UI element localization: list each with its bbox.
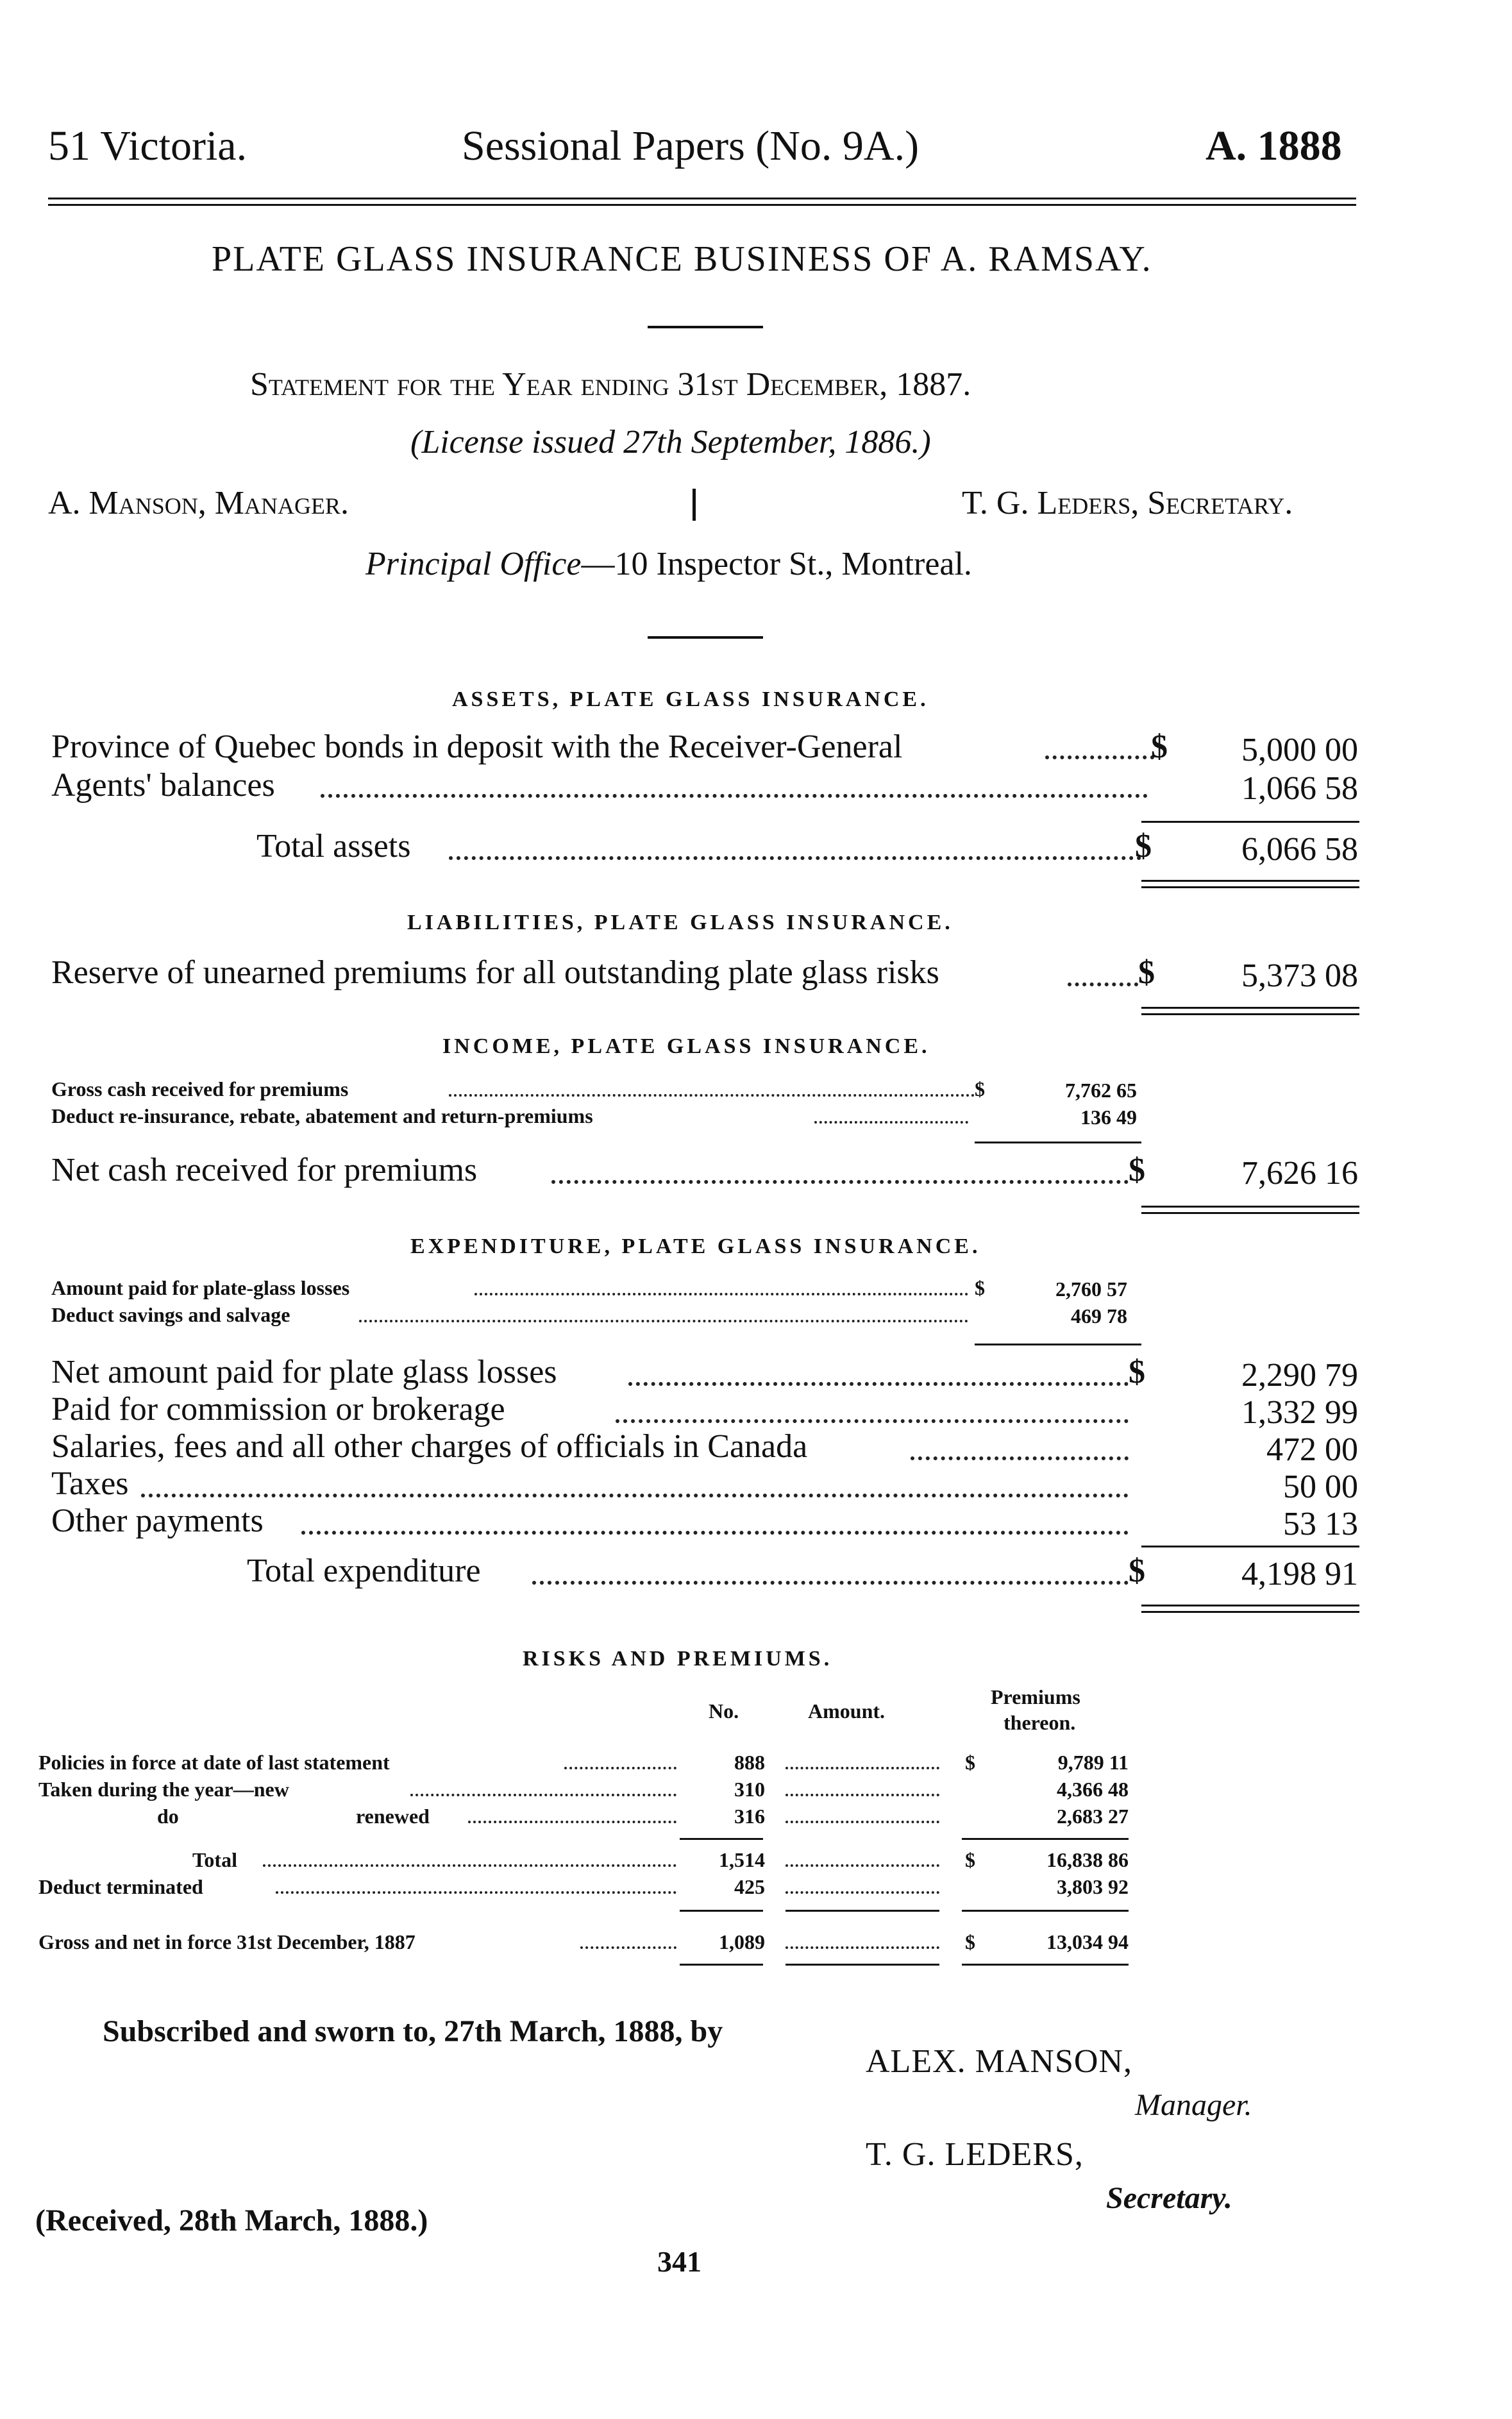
- income-row-label: Gross cash received for premiums: [51, 1077, 349, 1100]
- expenditure-row-label: Other payments: [51, 1503, 264, 1539]
- office-divider: [648, 636, 763, 639]
- column-header-premiums-sub: thereon.: [1004, 1711, 1076, 1734]
- signature-name-secretary: T. G. LEDERS,: [866, 2136, 1084, 2173]
- no-total-rule: [680, 1964, 763, 1966]
- total-rule-1: [1141, 1206, 1359, 1208]
- leader: [410, 1794, 676, 1796]
- column-header-premiums: Premiums: [991, 1685, 1080, 1708]
- document-title: PLATE GLASS INSURANCE BUSINESS OF A. RAMSAY.: [212, 239, 1152, 279]
- name-separator: [693, 489, 696, 521]
- liabilities-heading: LIABILITIES, PLATE GLASS INSURANCE.: [407, 911, 953, 934]
- expenditure-row-label: Net amount paid for plate glass losses: [51, 1354, 557, 1390]
- page-number: 341: [657, 2245, 701, 2278]
- total-rule-2: [1141, 1611, 1359, 1613]
- liabilities-value: 5,373 08: [1241, 957, 1358, 994]
- signature-name-manager: ALEX. MANSON,: [866, 2043, 1132, 2080]
- leader: [276, 1891, 676, 1894]
- amount-sum-rule: [785, 1910, 939, 1912]
- leader: [449, 856, 1141, 860]
- risks-row-no: 1,514: [719, 1848, 765, 1871]
- expenditure-row-value: 2,290 79: [1241, 1357, 1358, 1394]
- total-rule-2: [1141, 886, 1359, 888]
- risks-row-no: 316: [734, 1805, 765, 1828]
- dollar-sign: $: [1129, 1152, 1145, 1188]
- amount-total-rule: [785, 1964, 939, 1966]
- assets-row-label: Province of Quebec bonds in deposit with the Receiver-General: [51, 729, 903, 765]
- amount-leader: [785, 1767, 939, 1769]
- assets-row-label: Agents' balances: [51, 767, 275, 804]
- office-label: Principal Office: [365, 546, 582, 582]
- risks-row-label: renewed: [356, 1805, 430, 1828]
- total-rule-1: [1141, 1007, 1359, 1009]
- office-address: —10 Inspector St., Montreal.: [581, 546, 972, 582]
- risks-row-premium: 3,803 92: [1057, 1875, 1129, 1898]
- leader: [301, 1531, 1129, 1535]
- no-sum-rule: [680, 1910, 763, 1912]
- manager-line: A. Manson, Manager.: [48, 485, 349, 521]
- assets-total-value: 6,066 58: [1241, 831, 1358, 868]
- expenditure-sub-label: Amount paid for plate-glass losses: [51, 1276, 350, 1299]
- leader: [814, 1121, 968, 1124]
- header-rule-top: [48, 198, 1356, 199]
- leader: [1068, 982, 1138, 986]
- signature-role-secretary: Secretary.: [1106, 2181, 1232, 2215]
- expenditure-sub-label: Deduct savings and salvage: [51, 1303, 290, 1326]
- expenditure-row-label: Taxes: [51, 1465, 129, 1502]
- column-header-no: No.: [709, 1699, 739, 1723]
- risks-row-ditto: do: [157, 1805, 179, 1828]
- risks-row-premium: 13,034 94: [1046, 1930, 1129, 1953]
- risks-row-label: Policies in force at date of last statement: [38, 1751, 390, 1774]
- leader: [532, 1581, 1129, 1585]
- risks-row-no: 888: [734, 1751, 765, 1774]
- risks-row-no: 310: [734, 1778, 765, 1801]
- sworn-statement: Subscribed and sworn to, 27th March, 1888, by: [103, 2014, 723, 2048]
- received-date: (Received, 28th March, 1888.): [35, 2204, 428, 2238]
- expenditure-row-value: 50 00: [1283, 1469, 1358, 1505]
- risks-row-no: 425: [734, 1875, 765, 1898]
- income-row-value: 7,762 65: [1065, 1079, 1137, 1102]
- leader: [321, 794, 1148, 798]
- leader: [141, 1494, 1129, 1497]
- liabilities-label: Reserve of unearned premiums for all outstanding plate glass risks: [51, 954, 939, 991]
- expenditure-sub-value: 2,760 57: [1055, 1277, 1127, 1301]
- sum-rule: [1141, 1546, 1359, 1547]
- risks-row-premium: 4,366 48: [1057, 1778, 1129, 1801]
- office-line: [365, 545, 972, 583]
- amount-leader: [785, 1794, 939, 1796]
- amount-leader: [785, 1946, 939, 1949]
- expenditure-sub-value: 469 78: [1071, 1304, 1127, 1328]
- no-sum-rule: [680, 1838, 763, 1840]
- amount-leader: [785, 1891, 939, 1894]
- dollar-sign: $: [965, 1848, 975, 1871]
- risks-heading: RISKS AND PREMIUMS.: [523, 1647, 833, 1671]
- dollar-sign: $: [1151, 729, 1168, 765]
- dollar-sign: $: [975, 1077, 985, 1100]
- title-divider: [648, 326, 763, 328]
- leader: [580, 1946, 676, 1949]
- assets-row-value: 1,066 58: [1241, 770, 1358, 807]
- sub-rule: [975, 1142, 1141, 1143]
- expenditure-row-value: 1,332 99: [1241, 1394, 1358, 1431]
- income-row-value: 136 49: [1080, 1106, 1137, 1129]
- dollar-sign: $: [965, 1751, 975, 1774]
- sum-rule: [1141, 821, 1359, 823]
- dollar-sign: $: [1129, 1354, 1145, 1390]
- expenditure-row-label: Salaries, fees and all other charges of officials in Canada: [51, 1428, 808, 1465]
- license-line: (License issued 27th September, 1886.): [410, 424, 931, 460]
- leader: [551, 1180, 1129, 1184]
- sub-rule: [975, 1344, 1141, 1345]
- secretary-line: T. G. Leders, Secretary.: [962, 485, 1293, 521]
- header-left: 51 Victoria.: [48, 122, 248, 169]
- total-rule-2: [1141, 1212, 1359, 1214]
- expenditure-heading: EXPENDITURE, PLATE GLASS INSURANCE.: [410, 1235, 981, 1258]
- dollar-sign: $: [1129, 1553, 1145, 1589]
- premium-sum-rule: [962, 1838, 1129, 1840]
- dollar-sign: $: [1135, 828, 1152, 864]
- column-header-amount: Amount.: [808, 1699, 886, 1723]
- income-net-value: 7,626 16: [1241, 1155, 1358, 1192]
- header-rule-bottom: [48, 204, 1356, 206]
- dollar-sign: $: [975, 1276, 985, 1299]
- leader: [359, 1320, 968, 1322]
- risks-row-premium: 2,683 27: [1057, 1805, 1129, 1828]
- expenditure-total-label: Total expenditure: [247, 1553, 481, 1589]
- income-heading: INCOME, PLATE GLASS INSURANCE.: [442, 1034, 930, 1058]
- leader: [1045, 755, 1154, 759]
- risks-row-label: Deduct terminated: [38, 1875, 203, 1898]
- leader: [468, 1821, 676, 1823]
- risks-row-label: Gross and net in force 31st December, 1887: [38, 1930, 416, 1953]
- premium-total-rule: [962, 1964, 1129, 1966]
- leader: [616, 1419, 1129, 1423]
- header-right: A. 1888: [1205, 122, 1342, 169]
- total-rule-2: [1141, 1013, 1359, 1015]
- expenditure-row-label: Paid for commission or brokerage: [51, 1391, 505, 1428]
- leader: [263, 1864, 676, 1867]
- leader: [449, 1094, 975, 1097]
- income-row-label: Deduct re-insurance, rebate, abatement and return-premiums: [51, 1104, 593, 1127]
- header-center: Sessional Papers (No. 9A.): [462, 122, 920, 169]
- leader: [911, 1456, 1129, 1460]
- risks-row-premium: 9,789 11: [1057, 1751, 1129, 1774]
- risks-row-label: Total: [192, 1848, 237, 1871]
- leader: [475, 1293, 968, 1295]
- expenditure-total-value: 4,198 91: [1241, 1556, 1358, 1592]
- assets-row-value: 5,000 00: [1241, 732, 1358, 768]
- assets-total-label: Total assets: [256, 828, 411, 864]
- dollar-sign: $: [965, 1930, 975, 1953]
- leader: [564, 1767, 676, 1769]
- income-net-label: Net cash received for premiums: [51, 1152, 478, 1188]
- premium-sum-rule: [962, 1910, 1129, 1912]
- total-rule-1: [1141, 1605, 1359, 1606]
- amount-leader: [785, 1821, 939, 1823]
- risks-row-premium: 16,838 86: [1046, 1848, 1129, 1871]
- expenditure-row-value: 472 00: [1266, 1431, 1358, 1468]
- leader: [628, 1382, 1129, 1386]
- amount-leader: [785, 1864, 939, 1867]
- signature-role-manager: Manager.: [1135, 2088, 1252, 2122]
- expenditure-row-value: 53 13: [1283, 1506, 1358, 1542]
- total-rule-1: [1141, 880, 1359, 882]
- dollar-sign: $: [1138, 954, 1155, 991]
- risks-row-label: Taken during the year—new: [38, 1778, 289, 1801]
- risks-row-no: 1,089: [719, 1930, 765, 1953]
- assets-heading: ASSETS, PLATE GLASS INSURANCE.: [452, 687, 929, 711]
- statement-line: Statement for the Year ending 31st December, 1887.: [250, 366, 971, 403]
